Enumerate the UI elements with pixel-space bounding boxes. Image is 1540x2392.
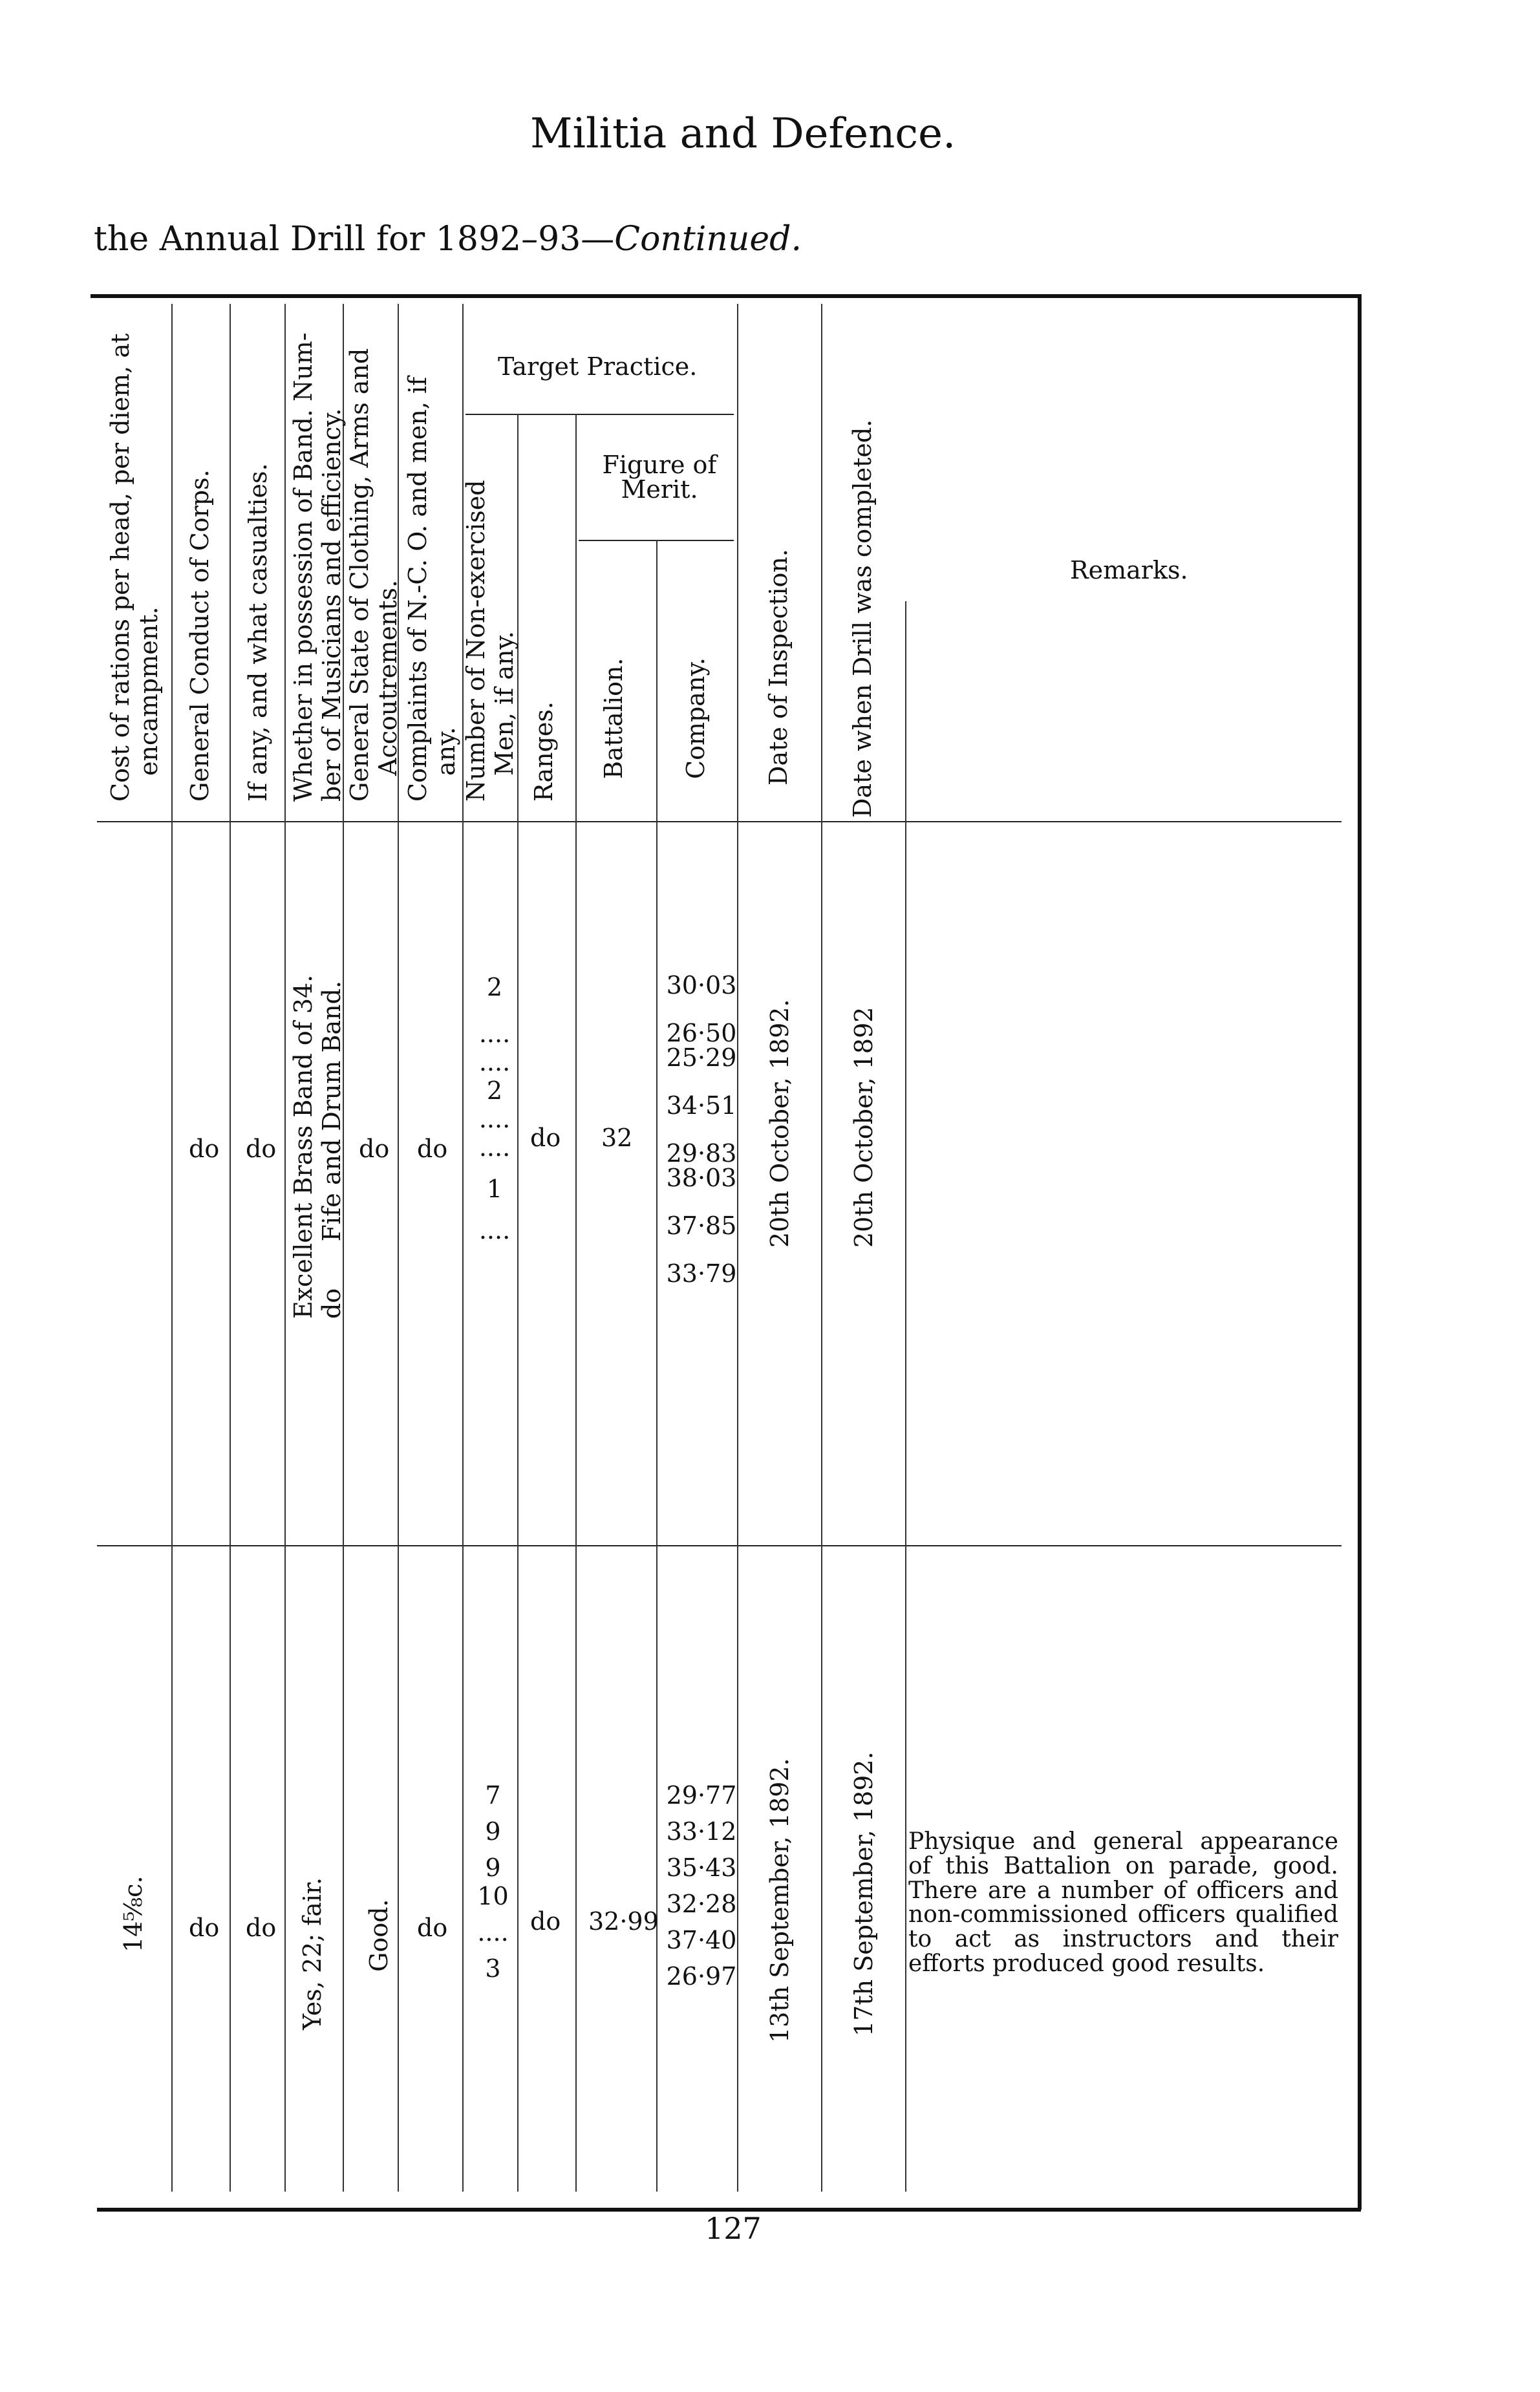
- cell-company: [666, 1781, 737, 1991]
- header-company: Company.: [681, 657, 710, 779]
- cell-value: 37·40: [666, 1926, 737, 1954]
- header-complaints: [404, 377, 460, 802]
- cell-value: 10: [477, 1882, 509, 1910]
- col-rule: [737, 304, 738, 2192]
- cell-inspection: 20th October, 1892.: [765, 999, 794, 1248]
- page-title: Militia and Defence.: [530, 110, 956, 158]
- cell-value: 3: [485, 1954, 501, 1983]
- cell-casualties: do: [246, 1135, 277, 1163]
- col-rule: [575, 414, 577, 2192]
- header-band: [290, 332, 346, 802]
- cell-inspection: 13th September, 1892.: [765, 1758, 794, 2043]
- cell-non-exercised: [472, 1781, 514, 1983]
- header-figure-of-merit: [588, 453, 731, 502]
- cell-value: 30·03: [666, 971, 737, 999]
- header-complaints-line: any.: [431, 727, 460, 776]
- header-complaints-line: Complaints of N.-C. O. and men, if: [403, 376, 432, 802]
- col-rule: [656, 540, 658, 2192]
- header-clothing-line: General State of Clothing, Arms and: [345, 348, 374, 802]
- cell-value: 9: [485, 1817, 501, 1846]
- header-clothing-line: Accoutrements.: [373, 579, 402, 776]
- cell-non-exercised: [475, 973, 514, 1244]
- header-figure-of-merit-line: Merit.: [621, 475, 698, 504]
- cell-band: [290, 975, 346, 1319]
- table-right-rule: [1358, 294, 1362, 2210]
- subtitle-prefix: the Annual Drill for 1892–93—: [94, 220, 615, 259]
- cell-band: Yes, 22; fair.: [298, 1877, 326, 2030]
- cell-remarks: Physique and general appearance of this Battalion on parade, good. There are a number of officers and non-commissioned officers qualified to act as instructors and their efforts produced good results.: [908, 1828, 1338, 1977]
- cell-value: 33·79: [666, 1259, 737, 1288]
- cell-value: ....: [478, 1216, 511, 1244]
- header-target-practice: Target Practice.: [498, 352, 698, 381]
- header-clothing: [346, 348, 402, 802]
- header-battalion: Battalion.: [599, 657, 628, 779]
- header-conduct: General Conduct of Corps.: [186, 469, 214, 802]
- cell-clothing: Good.: [365, 1899, 393, 1972]
- header-non-exercised: [462, 480, 519, 802]
- header-rations: [107, 334, 163, 802]
- cell-drill-completed: 20th October, 1892: [850, 1007, 878, 1248]
- cell-value: ....: [478, 1105, 511, 1133]
- table-top-rule: [91, 294, 1361, 298]
- cell-complaints: do: [417, 1135, 448, 1163]
- cell-value: 38·03: [666, 1164, 737, 1192]
- page-number: 127: [705, 2211, 762, 2246]
- subtitle-italic: Continued.: [614, 220, 802, 259]
- target-practice-rule: [465, 414, 734, 415]
- cell-complaints: do: [417, 1914, 448, 1942]
- header-inspection: Date of Inspection.: [764, 549, 793, 785]
- cell-company: [666, 973, 737, 1286]
- cell-ranges: do: [530, 1124, 561, 1152]
- cell-value: 32·28: [666, 1890, 737, 1918]
- col-rule: [230, 304, 231, 2192]
- col-rule: [905, 601, 906, 2192]
- cell-value: 1: [486, 1175, 503, 1203]
- cell-value: ....: [477, 1918, 509, 1947]
- cell-value: 2: [486, 1076, 503, 1105]
- header-figure-of-merit-line: Figure of: [602, 451, 717, 479]
- header-band-line: ber of Musicians and efficiency.: [317, 408, 346, 802]
- header-non-exercised-line: Men, if any.: [489, 631, 519, 776]
- col-rule: [171, 304, 173, 2192]
- cell-value: 34·51: [666, 1091, 737, 1120]
- header-band-line: Whether in possession of Band. Num-: [289, 332, 317, 802]
- cell-value: ....: [478, 1048, 511, 1076]
- cell-value: 26·97: [666, 1962, 737, 1991]
- cell-casualties: do: [246, 1914, 277, 1942]
- cell-conduct: do: [189, 1135, 220, 1163]
- header-drill-completed: Date when Drill was completed.: [848, 419, 877, 818]
- cell-ranges: do: [530, 1907, 561, 1936]
- header-casualties: If any, and what casualties.: [244, 463, 272, 802]
- cell-battalion: 32·99: [588, 1907, 659, 1936]
- header-ranges: Ranges.: [529, 701, 558, 802]
- header-non-exercised-line: Number of Non-exercised: [462, 480, 490, 802]
- cell-value: 26·50: [666, 1019, 737, 1047]
- cell-value: 2: [486, 973, 503, 1001]
- row-separator: [97, 1545, 1342, 1546]
- cell-drill-completed: 17th September, 1892.: [850, 1751, 878, 2036]
- cell-value: 33·12: [666, 1817, 737, 1846]
- col-rule: [821, 304, 822, 2192]
- header-separator: [97, 821, 1342, 822]
- col-rule: [284, 304, 286, 2192]
- header-remarks: Remarks.: [1070, 556, 1188, 584]
- cell-band-line: do Fife and Drum Band.: [317, 980, 346, 1319]
- cell-value: 37·85: [666, 1212, 737, 1240]
- cell-value: ....: [478, 1133, 511, 1162]
- cell-value: 7: [485, 1781, 501, 1810]
- cell-value: 9: [485, 1853, 501, 1882]
- cell-value: 25·29: [666, 1043, 737, 1072]
- cell-rations: 14⅝c.: [119, 1875, 147, 1952]
- header-rations-line: encampment.: [134, 606, 163, 776]
- cell-value: 35·43: [666, 1853, 737, 1882]
- cell-value: 29·83: [666, 1139, 737, 1168]
- header-rations-line: Cost of rations per head, per diem, at: [106, 333, 134, 802]
- cell-band-line: Excellent Brass Band of 34.: [289, 974, 317, 1319]
- cell-value: ....: [478, 1020, 511, 1048]
- page-subtitle: [94, 220, 802, 259]
- cell-value: 29·77: [666, 1781, 737, 1810]
- cell-battalion: 32: [601, 1124, 633, 1152]
- cell-conduct: do: [189, 1914, 220, 1942]
- cell-clothing: do: [359, 1135, 390, 1163]
